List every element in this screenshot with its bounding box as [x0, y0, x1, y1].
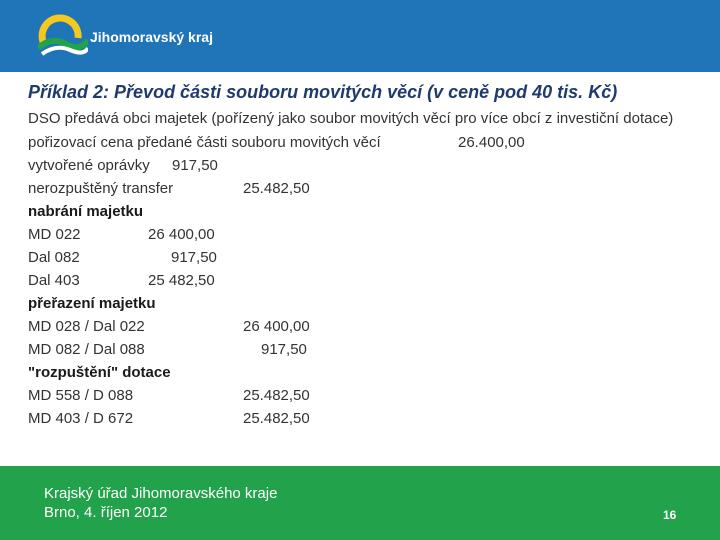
transfer-label: nerozpuštěný transfer: [28, 180, 174, 197]
entry-account: MD 028 / Dal 022: [28, 318, 145, 335]
entry-account: MD 022: [28, 226, 81, 243]
transfer-value: 25.482,50: [243, 180, 310, 197]
logo-icon: [38, 14, 88, 58]
depreciation-line: [28, 154, 692, 177]
section-heading-reclass: přeřazení majetku: [28, 295, 156, 312]
entry-row: [28, 384, 692, 407]
region-logo: [38, 14, 218, 58]
entry-account: MD 403 / D 672: [28, 410, 134, 427]
header-bar: [0, 0, 720, 72]
logo-text: Jihomoravský kraj: [90, 29, 213, 45]
page-number: 16: [663, 508, 677, 522]
entry-row: [28, 223, 692, 246]
entry-amount: 25.482,50: [243, 387, 310, 404]
entry-row: [28, 315, 692, 338]
cost-line: [28, 131, 692, 154]
footer-date: Brno, 4. říjen 2012: [44, 504, 168, 521]
entry-amount: 26 400,00: [148, 226, 215, 243]
entry-amount: 25 482,50: [148, 272, 215, 289]
depreciation-label: vytvořené oprávky: [28, 157, 150, 174]
entry-account: MD 082 / Dal 088: [28, 341, 145, 358]
entry-row: [28, 407, 692, 430]
entry-row: [28, 269, 692, 292]
entry-amount: 917,50: [171, 249, 217, 266]
entry-row: [28, 338, 692, 361]
entry-account: MD 558 / D 088: [28, 387, 134, 404]
section-heading-release: "rozpuštění" dotace: [28, 364, 171, 381]
entry-amount: 917,50: [261, 341, 307, 358]
entry-amount: 26 400,00: [243, 318, 310, 335]
cost-value: 26.400,00: [458, 134, 525, 151]
page-title: Příklad 2: Převod části souboru movitých věcí (v ceně pod 40 tis. Kč): [28, 82, 618, 102]
cost-label: pořizovací cena předané části souboru movitých věcí: [28, 134, 381, 151]
transfer-line: [28, 177, 692, 200]
footer-text: [44, 484, 277, 522]
entry-account: Dal 403: [28, 272, 80, 289]
depreciation-value: 917,50: [172, 157, 218, 174]
section-heading-acquire: nabrání majetku: [28, 203, 144, 220]
content-body: [28, 109, 692, 430]
entry-amount: 25.482,50: [243, 410, 310, 427]
intro-text: DSO předává obci majetek (pořízený jako soubor movitých věcí pro více obcí z investiční dotace): [28, 110, 674, 127]
entry-row: [28, 246, 692, 269]
entry-account: Dal 082: [28, 249, 80, 266]
footer-office: Krajský úřad Jihomoravského kraje: [44, 485, 278, 502]
footer-bar: [0, 466, 720, 540]
